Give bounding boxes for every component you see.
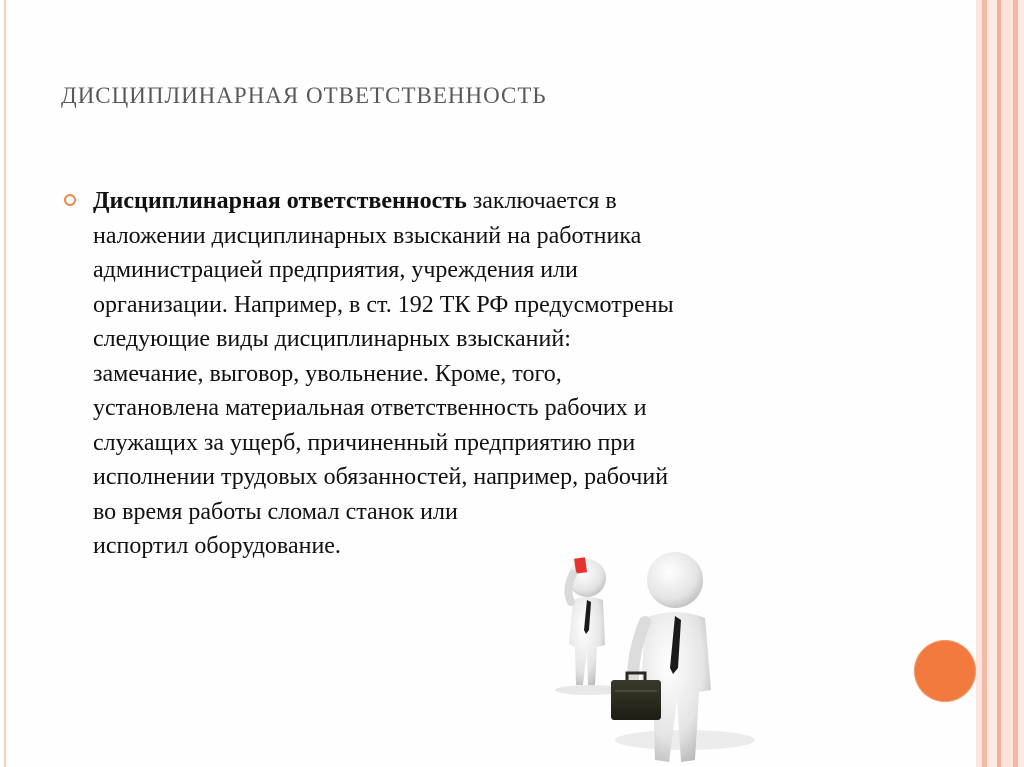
body-text-rest: заключается в наложении дисциплинарных взысканий на работника администрацией предприятия, учреждения или организации. Например, в ст. 192 ТК РФ предусмотрены следующие виды дисциплинарных взысканий: замечание, выговор, увольнение. Кроме, того, установлена материальная ответственность рабочих и служащих за ущерб, причиненный предприятию при исполнении трудовых обязанностей, например, рабочий во время работы сломал станок или испортил оборудование. [93, 188, 674, 559]
large-figure [611, 552, 711, 762]
left-border-line [4, 0, 6, 767]
small-figure [568, 557, 606, 685]
body-bold-term: Дисциплинарная ответственность [93, 188, 467, 214]
slide-title: ДИСЦИПЛИНАРНАЯ ОТВЕТСТВЕННОСТЬ [61, 83, 547, 109]
right-decorative-stripes [976, 0, 1024, 767]
stripe [1018, 0, 1024, 767]
stripe [987, 0, 997, 767]
circle-bullet-icon [64, 194, 76, 206]
stripe [1001, 0, 1013, 767]
orange-circle-decoration [914, 640, 976, 702]
people-illustration [545, 540, 825, 767]
body-paragraph [93, 184, 893, 564]
